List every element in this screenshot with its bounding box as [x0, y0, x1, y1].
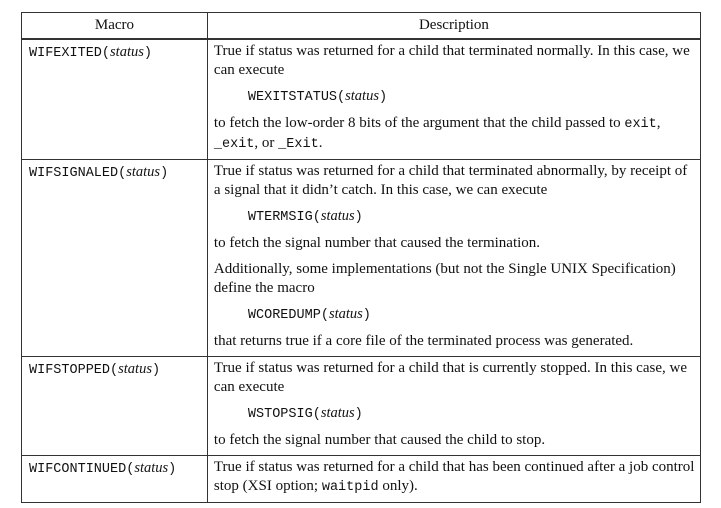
code-macro: WCOREDUMP — [247, 308, 321, 323]
description-text-part: True if status was returned for a child that has been continued after a job control stop (XSI option; — [213, 459, 695, 494]
paren-open: ( — [101, 46, 111, 61]
macro-arg: status — [118, 361, 152, 377]
macro-table — [21, 12, 701, 503]
header-description: Description — [207, 13, 700, 40]
description-cell — [207, 39, 700, 160]
description-text-part: to fetch the low-order 8 bits of the argument that the child passed to — [213, 115, 621, 131]
paren-open: ( — [126, 462, 135, 477]
description-cell — [207, 357, 700, 456]
code-macro: WEXITSTATUS — [247, 90, 338, 105]
table-row — [22, 456, 701, 503]
description-text: True if status was returned for a child that terminated abnormally, by receipt of a signal that it didn’t catch. In this case, we can execute — [213, 163, 688, 198]
paren-open: ( — [312, 407, 321, 422]
paren-close: ) — [151, 363, 161, 378]
macro-name: WIFCONTINUED — [29, 462, 127, 477]
code-arg: status — [345, 88, 379, 104]
table-row — [22, 160, 701, 357]
code-exit: exit — [624, 117, 657, 132]
separator: , or — [254, 135, 279, 151]
macro-cell — [22, 357, 208, 456]
paren-close: ) — [160, 166, 169, 181]
description-text — [214, 458, 696, 497]
description-text: Additionally, some implementations (but not the Single UNIX Specification) define the macro — [213, 261, 676, 296]
macro-name: WIFSIGNALED — [29, 166, 119, 181]
macro-arg: status — [126, 164, 161, 180]
description-text — [214, 114, 696, 154]
paren-open: ( — [337, 90, 346, 105]
paren-open: ( — [118, 166, 127, 181]
macro-name: WIFEXITED — [29, 46, 102, 61]
separator: , — [656, 115, 661, 131]
macro-cell — [22, 160, 208, 357]
description-text: that returns true if a core file of the terminated process was generated. — [213, 333, 634, 349]
period: . — [318, 135, 323, 151]
table-row — [22, 39, 701, 160]
paren-open: ( — [320, 308, 329, 323]
macro-arg: status — [110, 44, 144, 60]
paren-close: ) — [362, 308, 371, 323]
macro-arg: status — [134, 460, 169, 476]
description-text: True if status was returned for a child that is currently stopped. In this case, we can execute — [213, 360, 687, 395]
paren-close: ) — [354, 210, 363, 225]
code-line — [248, 305, 696, 325]
code-arg: status — [320, 405, 355, 421]
header-macro: Macro — [22, 13, 208, 40]
code-underscore-exit: _exit — [213, 137, 255, 152]
code-waitpid: waitpid — [321, 480, 379, 495]
code-line — [248, 404, 696, 424]
description-text: to fetch the signal number that caused the termination. — [213, 235, 541, 251]
code-macro: WSTOPSIG — [247, 407, 313, 422]
code-macro: WTERMSIG — [247, 210, 313, 225]
description-text: True if status was returned for a child that terminated normally. In this case, we can execute — [213, 43, 690, 78]
code-arg: status — [328, 306, 363, 322]
paren-open: ( — [312, 210, 321, 225]
description-text-part: only). — [378, 478, 418, 494]
paren-close: ) — [168, 462, 177, 477]
paren-close: ) — [378, 90, 388, 105]
paren-open: ( — [110, 363, 119, 378]
header-row — [22, 13, 701, 40]
macro-cell — [22, 39, 208, 160]
macro-name: WIFSTOPPED — [29, 363, 111, 378]
paren-close: ) — [354, 407, 363, 422]
description-text: to fetch the signal number that caused the child to stop. — [213, 432, 546, 448]
description-cell — [207, 456, 700, 503]
code-Exit: _Exit — [278, 137, 319, 152]
code-line — [248, 87, 696, 107]
code-line — [248, 207, 696, 227]
description-cell — [207, 160, 700, 357]
table-row — [22, 357, 701, 456]
code-arg: status — [320, 208, 355, 224]
macro-cell — [22, 456, 208, 503]
paren-close: ) — [143, 46, 152, 61]
